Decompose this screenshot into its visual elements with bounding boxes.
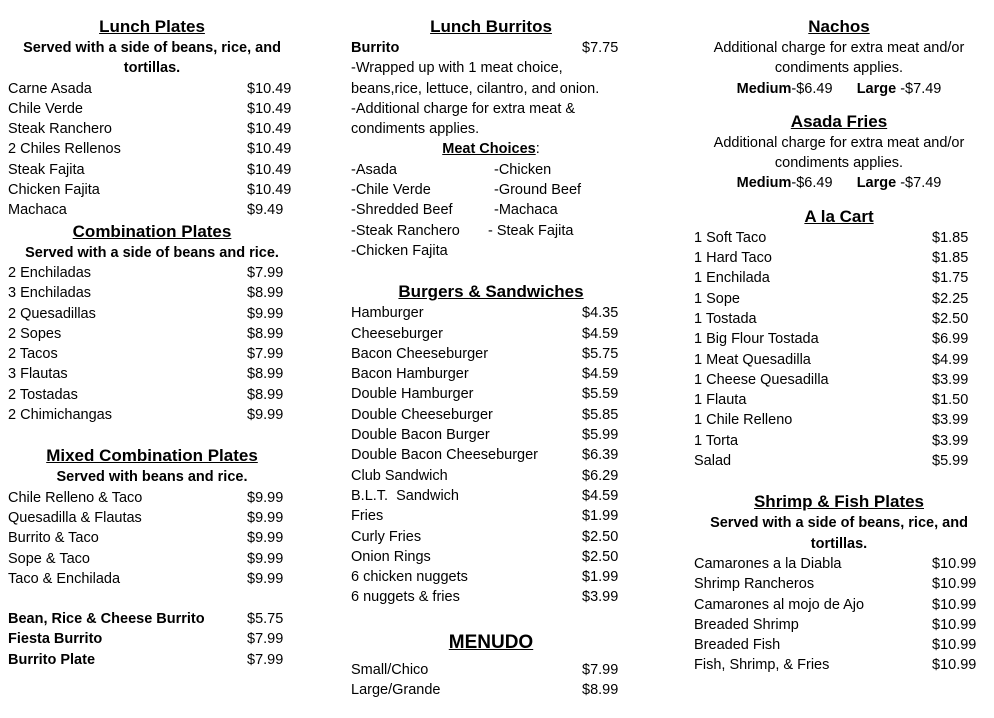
menu-item: 2 Quesadillas $9.99 — [8, 305, 284, 322]
menu-item: Double Bacon Cheeseburger $6.39 — [351, 447, 619, 464]
menu-item: Burrito & Taco $9.99 — [8, 530, 284, 547]
burgers-title: Burgers & Sandwiches — [398, 282, 584, 302]
shrimp-fish-subtitle: Served with a side of beans, rice, and tortillas. — [710, 515, 968, 552]
menu-item: Chicken Fajita $10.49 — [8, 182, 292, 199]
menu-column-middle — [351, 16, 631, 700]
menu-item: 1 Enchilada $1.75 — [694, 270, 969, 287]
menu-item: 2 Tostadas $8.99 — [8, 386, 284, 403]
meat-choice-row: -Shredded Beef -Machaca — [351, 202, 558, 219]
menu-item: Club Sandwich $6.29 — [351, 467, 619, 484]
combination-plates-title: Combination Plates — [72, 221, 232, 241]
menu-item: Steak Fajita $10.49 — [8, 161, 292, 178]
menu-item: Chile Verde $10.49 — [8, 100, 292, 117]
menu-item: Salad $5.99 — [694, 453, 969, 470]
menu-item: Shrimp Rancheros $10.99 — [694, 576, 977, 593]
menudo-title: MENUDO — [448, 631, 534, 653]
menu-item: 1 Flauta $1.50 — [694, 392, 969, 409]
meat-choice-row: -Asada -Chicken — [351, 161, 552, 178]
menu-item: 1 Cheese Quesadilla $3.99 — [694, 371, 969, 388]
burrito-note: condiments applies. — [351, 121, 480, 138]
nachos-title: Nachos — [808, 17, 870, 36]
menu-item: Bean, Rice & Cheese Burrito $5.75 — [8, 611, 284, 628]
menu-item: Double Cheeseburger $5.85 — [351, 406, 619, 423]
shrimp-fish-title: Shrimp & Fish Plates — [753, 492, 925, 512]
menu-column-right — [694, 16, 984, 676]
burrito-note: -Additional charge for extra meat & — [351, 100, 576, 117]
menu-item: Breaded Shrimp $10.99 — [694, 616, 977, 633]
menu-item: 1 Meat Quesadilla $4.99 — [694, 351, 969, 368]
burrito-description: -Wrapped up with 1 meat choice, — [351, 60, 563, 77]
menu-item: 6 nuggets & fries $3.99 — [351, 589, 619, 606]
meat-choices-list — [351, 160, 631, 261]
menu-item: Onion Rings $2.50 — [351, 548, 619, 565]
mixed-combination-list — [8, 488, 296, 589]
menu-item: Chile Relleno & Taco $9.99 — [8, 489, 284, 506]
menu-item: 1 Sope $2.25 — [694, 290, 969, 307]
menu-item: 2 Sopes $8.99 — [8, 325, 284, 342]
menu-item: Fiesta Burrito $7.99 — [8, 631, 284, 648]
meat-choice-row: -Chile Verde -Ground Beef — [351, 182, 582, 199]
lunch-plates-title: Lunch Plates — [99, 17, 205, 36]
menu-item: 2 Chiles Rellenos $10.49 — [8, 141, 292, 158]
menu-item: Double Hamburger $5.59 — [351, 386, 619, 403]
menu-item: Carne Asada $10.49 — [8, 80, 292, 97]
menu-item: Bacon Hamburger $4.59 — [351, 366, 619, 383]
burrito-description: beans,rice, lettuce, cilantro, and onion. — [351, 80, 600, 97]
menu-item: Curly Fries $2.50 — [351, 528, 619, 545]
menu-item: 1 Soft Taco $1.85 — [694, 229, 969, 246]
menu-item: 1 Hard Taco $1.85 — [694, 250, 969, 267]
menu-item: 2 Chimichangas $9.99 — [8, 407, 284, 424]
burrito-item: Burrito $7.75 — [351, 40, 619, 56]
meat-choice-row: -Chicken Fajita — [351, 242, 448, 259]
menu-item: Fish, Shrimp, & Fries $10.99 — [694, 657, 977, 674]
menu-item: Breaded Fish $10.99 — [694, 637, 977, 654]
menu-item: Cheeseburger $4.59 — [351, 325, 619, 342]
menu-item: 2 Tacos $7.99 — [8, 346, 284, 363]
lunch-burritos-title: Lunch Burritos — [430, 17, 552, 36]
menu-item: Machaca $9.49 — [8, 202, 284, 219]
menu-item: Quesadilla & Flautas $9.99 — [8, 509, 284, 526]
menu-item: 1 Torta $3.99 — [694, 432, 969, 449]
menu-item: Double Bacon Burger $5.99 — [351, 427, 619, 444]
meat-choices-heading: Meat Choices: — [442, 141, 540, 158]
combination-plates-subtitle: Served with a side of beans and rice. — [25, 244, 279, 261]
menu-item: 3 Flautas $8.99 — [8, 366, 284, 383]
menu-item: 1 Big Flour Tostada $6.99 — [694, 331, 969, 348]
meat-choice-row: -Steak Ranchero - Steak Fajita — [351, 222, 574, 239]
shrimp-fish-list — [694, 554, 984, 676]
specials-list — [8, 609, 296, 670]
asada-fries-note: Additional charge for extra meat and/or condiments applies. — [713, 134, 965, 172]
menu-item: 6 chicken nuggets $1.99 — [351, 569, 619, 586]
menu-item: 1 Chile Relleno $3.99 — [694, 412, 969, 429]
asada-fries-title: Asada Fries — [790, 111, 888, 131]
a-la-cart-list — [694, 228, 984, 472]
menu-item: Camarones al mojo de Ajo $10.99 — [694, 596, 977, 613]
mixed-combination-subtitle: Served with beans and rice. — [56, 469, 248, 486]
combination-plates-list — [8, 263, 296, 425]
nachos-note: Additional charge for extra meat and/or condiments applies. — [713, 40, 965, 77]
menu-item: Small/Chico $7.99 — [351, 661, 619, 678]
mixed-combination-title: Mixed Combination Plates — [46, 446, 258, 466]
nachos-sizes: Medium-$6.49 Large -$7.49 — [736, 80, 942, 97]
menu-item: Burrito Plate $7.99 — [8, 651, 284, 668]
menu-item: B.L.T. Sandwich $4.59 — [351, 487, 619, 504]
asada-fries-sizes: Medium-$6.49 Large -$7.49 — [736, 175, 942, 192]
menu-item: Hamburger $4.35 — [351, 305, 619, 322]
menu-item: 3 Enchiladas $8.99 — [8, 285, 284, 302]
menu-item: Sope & Taco $9.99 — [8, 550, 284, 567]
burgers-list — [351, 303, 631, 607]
lunch-plates-subtitle: Served with a side of beans, rice, and tortillas. — [23, 40, 281, 77]
menu-item: Taco & Enchilada $9.99 — [8, 570, 284, 587]
menudo-list — [351, 660, 631, 701]
menu-item: 1 Tostada $2.50 — [694, 310, 969, 327]
menu-item: Fries $1.99 — [351, 508, 619, 525]
menu-item: Bacon Cheeseburger $5.75 — [351, 345, 619, 362]
menu-item: 2 Enchiladas $7.99 — [8, 264, 284, 281]
menu-item: Large/Grande $8.99 — [351, 682, 619, 699]
menu-item: Steak Ranchero $10.49 — [8, 121, 292, 138]
lunch-plates-list — [8, 79, 296, 221]
menu-column-left — [8, 16, 296, 670]
menu-item: Camarones a la Diabla $10.99 — [694, 555, 977, 572]
a-la-cart-title: A la Cart — [804, 206, 874, 226]
